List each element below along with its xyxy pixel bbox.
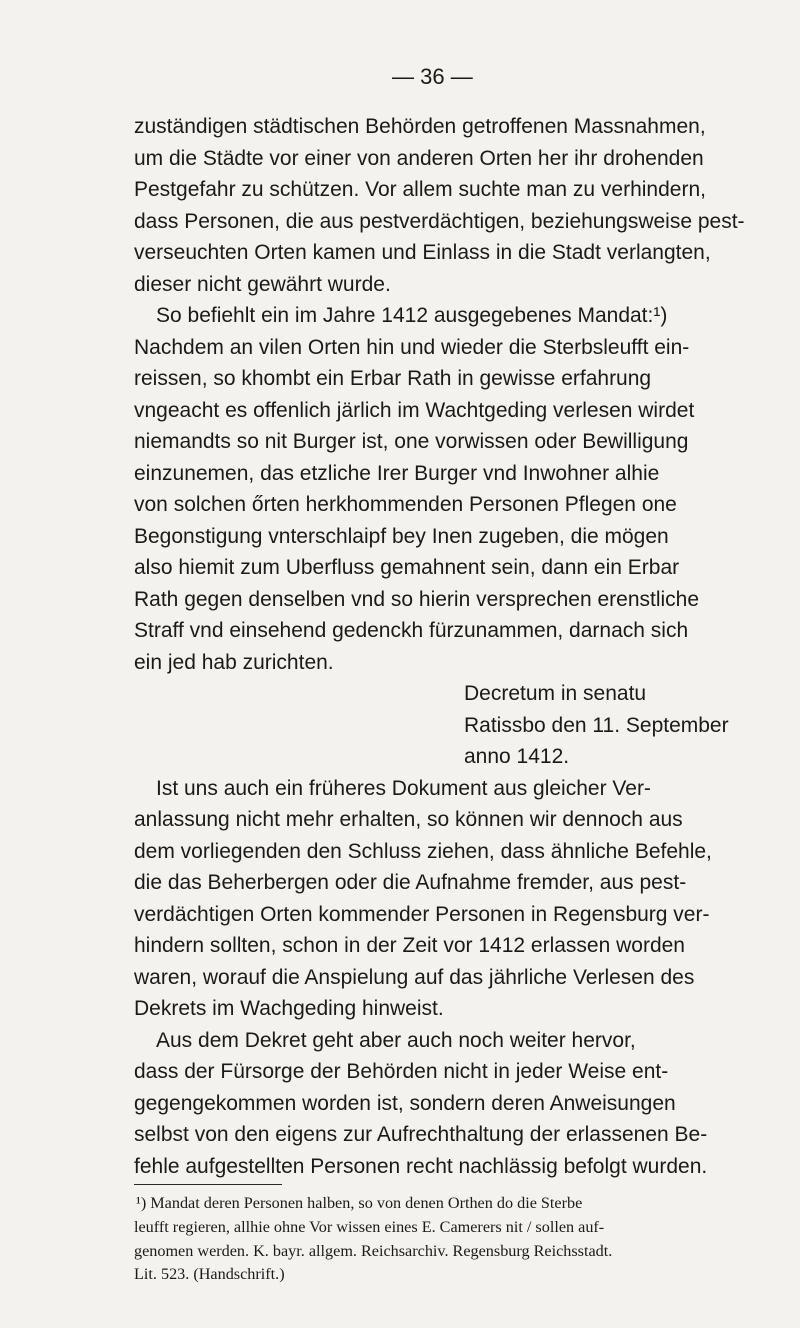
text-line: Dekrets im Wachgeding hinweist. [134,997,444,1020]
text-line: um die Städte vor einer von anderen Orten her ihr drohenden [134,146,704,170]
text-line: dem vorliegenden den Schluss ziehen, dass ähnliche Befehle, [134,839,712,863]
text-line: gegengekommen worden ist, sondern deren Anweisungen [134,1091,676,1115]
paragraph-start-line: Aus dem Dekret geht aber auch noch weiter hervor, [156,1028,636,1052]
text-line: verseuchten Orten kamen und Einlass in die Stadt verlangten, [134,241,711,264]
decree-closing-line: anno 1412. [464,745,570,768]
footnote-line: ¹) Mandat deren Personen halben, so von denen Orthen do die Sterbe [136,1194,583,1212]
quote-line: Begonstigung vnterschlaipf bey Inen zugeben, die mögen [134,524,669,548]
decree-closing-line: Decretum in senatu [464,682,647,705]
page-number: — 36 — [392,64,473,89]
text-line: die das Beherbergen oder die Aufnahme fremder, aus pest- [134,871,687,894]
body-text [134,111,745,1182]
text-line: anlassung nicht mehr erhalten, so können wir dennoch aus [134,808,683,831]
footnote [134,1192,694,1287]
text-line: fehle aufgestellten Personen recht nachlässig befolgt wurden. [134,1154,708,1178]
text-line: hindern sollten, schon in der Zeit vor 1412 erlassen worden [134,934,685,957]
footnote-line: Lit. 523. (Handschrift.) [134,1265,285,1284]
text-line: dass Personen, die aus pestverdächtigen, beziehungsweise pest- [134,209,745,233]
decree-closing-line: Ratissbo den 11. September [464,713,729,737]
footnote-line: leufft regieren, allhie ohne Vor wissen eines E. Camerers nit / sollen auf- [134,1217,605,1236]
text-line: Pestgefahr zu schützen. Vor allem suchte man zu verhindern, [134,178,706,201]
quote-line: ein jed hab zurichten. [134,650,334,674]
quote-line: Nachdem an vilen Orten hin und wieder die Sterbsleufft ein- [134,335,690,359]
text-line: verdächtigen Orten kommender Personen in Regensburg ver- [134,902,710,926]
text-line: zuständigen städtischen Behörden getroffenen Massnahmen, [134,115,706,138]
footnote-divider [134,1184,282,1185]
quote-line: niemandts so nit Burger ist, one vorwissen oder Bewilligung [134,430,689,453]
quote-line: reissen, so khombt ein Erbar Rath in gewisse erfahrung [134,367,652,390]
paragraph-start-line: Ist uns auch ein früheres Dokument aus gleicher Ver- [156,776,651,800]
quote-line: von solchen őrten herkhommenden Personen Pflegen one [134,493,677,516]
text-line: dass der Fürsorge der Behörden nicht in jeder Weise ent- [134,1060,669,1083]
quote-line: Straff vnd einsehend gedenckh fürzunammen, darnach sich [134,619,689,642]
quote-line: vngeacht es offenlich järlich im Wachtgeding verlesen wirdet [134,398,695,422]
footnote-line: genomen werden. K. bayr. allgem. Reichsarchiv. Regensburg Reichsstadt. [134,1241,613,1260]
quote-line: Rath gegen denselben vnd so hierin versprechen erenstliche [134,587,700,611]
quote-line: also hiemit zum Uberfluss gemahnent sein, dann ein Erbar [134,556,680,579]
quote-line: einzunemen, das etzliche Irer Burger vnd Inwohner alhie [134,461,660,485]
text-line: waren, worauf die Anspielung auf das jährliche Verlesen des [134,965,695,989]
paragraph-start-line: So befiehlt ein im Jahre 1412 ausgegebenes Mandat:¹) [156,304,668,327]
text-line: dieser nicht gewährt wurde. [134,272,391,296]
text-line: selbst von den eigens zur Aufrechthaltung der erlassenen Be- [134,1123,708,1146]
